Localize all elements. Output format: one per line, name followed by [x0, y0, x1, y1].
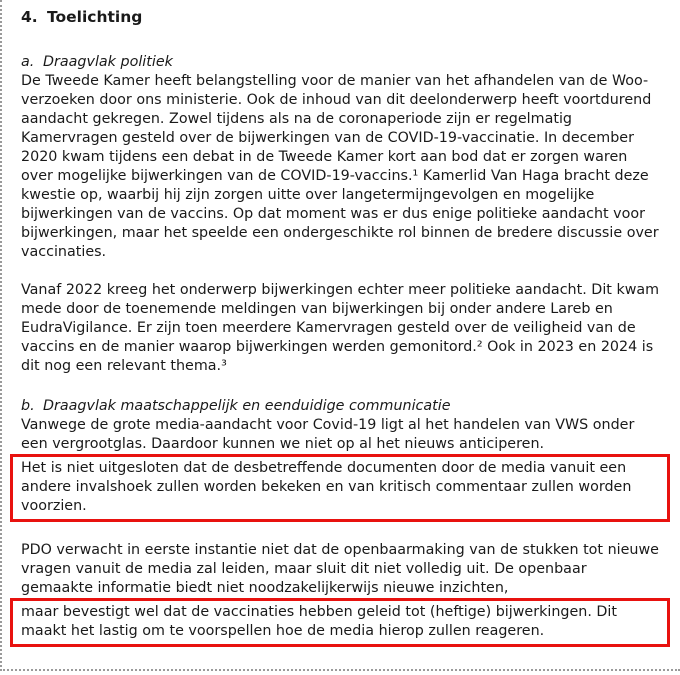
section-b-title: Draagvlak maatschappelijk en eenduidige communicatie: [43, 398, 451, 414]
section-a-title: Draagvlak politiek: [43, 54, 173, 70]
highlight-box-1: [10, 454, 670, 522]
paragraph-b-intro: Vanwege de grote media-aandacht voor Covid-19 ligt al het handelen van VWS onder een vergrootglas. Daardoor kunnen we niet op al het nieuws anticiperen.: [21, 417, 635, 452]
document-content: [2, 0, 680, 647]
section-b-label: b.: [21, 398, 35, 414]
heading-title: Toelichting: [47, 8, 143, 26]
section-a-heading: [21, 53, 663, 72]
page-heading: [21, 8, 663, 27]
paragraph-a2: Vanaf 2022 kreeg het onderwerp bijwerkingen echter meer politieke aandacht. Dit kwam mede door de toenemende meldingen van bijwerkingen bij onder andere Lareb en EudraVigilance. Er zijn toen meerdere Kamervragen gesteld over de veiligheid van de vaccins en de manier waarop bijwerkingen werden gemonitord.² Ook in 2023 en 2024 is dit nog een relevant thema.³: [21, 282, 660, 374]
highlight-box-2: [10, 598, 670, 647]
heading-number: 4.: [21, 8, 38, 26]
section-a-label: a.: [21, 54, 35, 70]
section-b-heading: [21, 397, 663, 416]
highlight-text-1: Het is niet uitgesloten dat de desbetreffende documenten door de media vanuit een andere invalshoek zullen worden bekeken en van kritisch commentaar zullen worden voorzien.: [21, 460, 632, 514]
highlight-text-2: maar bevestigt wel dat de vaccinaties hebben geleid tot (heftige) bijwerkingen. Dit maakt het lastig om te voorspellen hoe de media hierop zullen reageren.: [21, 604, 618, 639]
paragraph-pdo: PDO verwacht in eerste instantie niet dat de openbaarmaking van de stukken tot nieuwe vragen vanuit de media zal leiden, maar sluit dit niet volledig uit. De openbaar gemaakte informatie biedt niet noodzakelijkerwijs nieuwe inzichten,: [21, 542, 659, 596]
paragraph-a1: De Tweede Kamer heeft belangstelling voor de manier van het afhandelen van de Woo-verzoeken door ons ministerie. Ook de inhoud van dit deelonderwerp heeft voortdurend aandacht gekregen. Zowel tijdens als na de coronaperiode zijn er regelmatig Kamervragen gesteld over de bijwerkingen van de COVID-19-vaccinatie. In december 2020 kwam tijdens een debat in de Tweede Kamer kort aan bod dat er zorgen waren over mogelijke bijwerkingen van de COVID-19-vaccins.¹ Kamerlid Van Haga bracht deze kwestie op, waarbij hij zijn zorgen uitte over langetermijngevolgen en mogelijke bijwerkingen van de vaccins. Op dat moment was er dus enige politieke aandacht voor bijwerkingen, maar het speelde een ondergeschikte rol binnen de bredere discussie over vaccinaties.: [21, 73, 659, 260]
